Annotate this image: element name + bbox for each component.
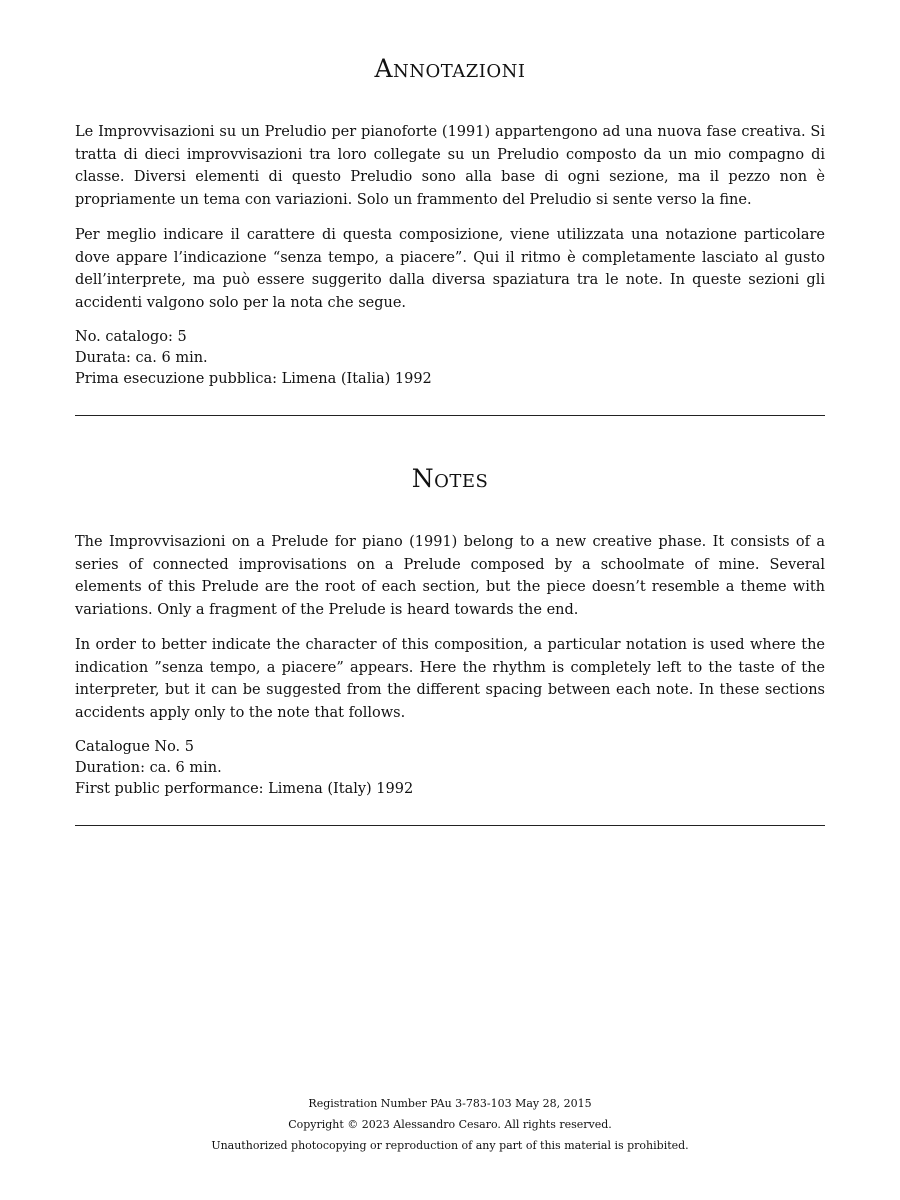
italian-title: Annotazioni: [374, 54, 526, 83]
english-paragraph-2: In order to better indicate the character of this composition, a particular notation is used where the indication ”senza tempo, a piacere” appears. Here the rhythm is completely left to the taste of the interpreter, but it can be suggested from the different spacing between each note. In these sections accidents apply only to the note that follows.: [75, 637, 825, 721]
reproduction-notice: Unauthorized photocopying or reproduction of any part of this material is prohibited.: [211, 1139, 689, 1152]
italian-section: [75, 0, 825, 416]
italian-premiere: Prima esecuzione pubblica: Limena (Italia) 1992: [75, 371, 432, 387]
italian-metadata: [75, 327, 825, 390]
english-section: [75, 424, 825, 826]
english-duration: Duration: ca. 6 min.: [75, 760, 222, 776]
copyright-footer: [0, 1093, 900, 1156]
registration-number: Registration Number PAu 3-783-103 May 28, 2015: [308, 1097, 592, 1110]
italian-paragraph-2: Per meglio indicare il carattere di questa composizione, viene utilizzata una notazione particolare dove appare l’indicazione “senza tempo, a piacere”. Qui il ritmo è completamente lasciato al gusto dell’interprete, ma può essere suggerito dalla diversa spaziatura tra le note. In queste sezioni gli accidenti valgono solo per la nota che segue.: [75, 227, 825, 311]
section-divider: [75, 415, 825, 416]
section-divider: [75, 825, 825, 826]
english-metadata: [75, 737, 825, 800]
english-premiere: First public performance: Limena (Italy) 1992: [75, 781, 414, 797]
notes-page: [75, 0, 825, 834]
italian-catalogue: No. catalogo: 5: [75, 329, 187, 345]
english-catalogue: Catalogue No. 5: [75, 739, 194, 755]
english-title: Notes: [411, 464, 489, 493]
english-paragraph-1: The Improvvisazioni on a Prelude for piano (1991) belong to a new creative phase. It consists of a series of connected improvisations on a Prelude composed by a schoolmate of mine. Several elements of this Prelude are the root of each section, but the piece doesn’t resemble a theme with variations. Only a fragment of the Prelude is heard towards the end.: [75, 534, 825, 618]
copyright-notice: Copyright © 2023 Alessandro Cesaro. All rights reserved.: [288, 1118, 612, 1131]
italian-paragraph-1: Le Improvvisazioni su un Preludio per pianoforte (1991) appartengono ad una nuova fase creativa. Si tratta di dieci improvvisazioni tra loro collegate su un Preludio composto da un mio compagno di classe. Diversi elementi di questo Preludio sono alla base di ogni sezione, ma il pezzo non è propriamente un tema con variazioni. Solo un frammento del Preludio si sente verso la fine.: [75, 124, 825, 208]
italian-duration: Durata: ca. 6 min.: [75, 350, 208, 366]
